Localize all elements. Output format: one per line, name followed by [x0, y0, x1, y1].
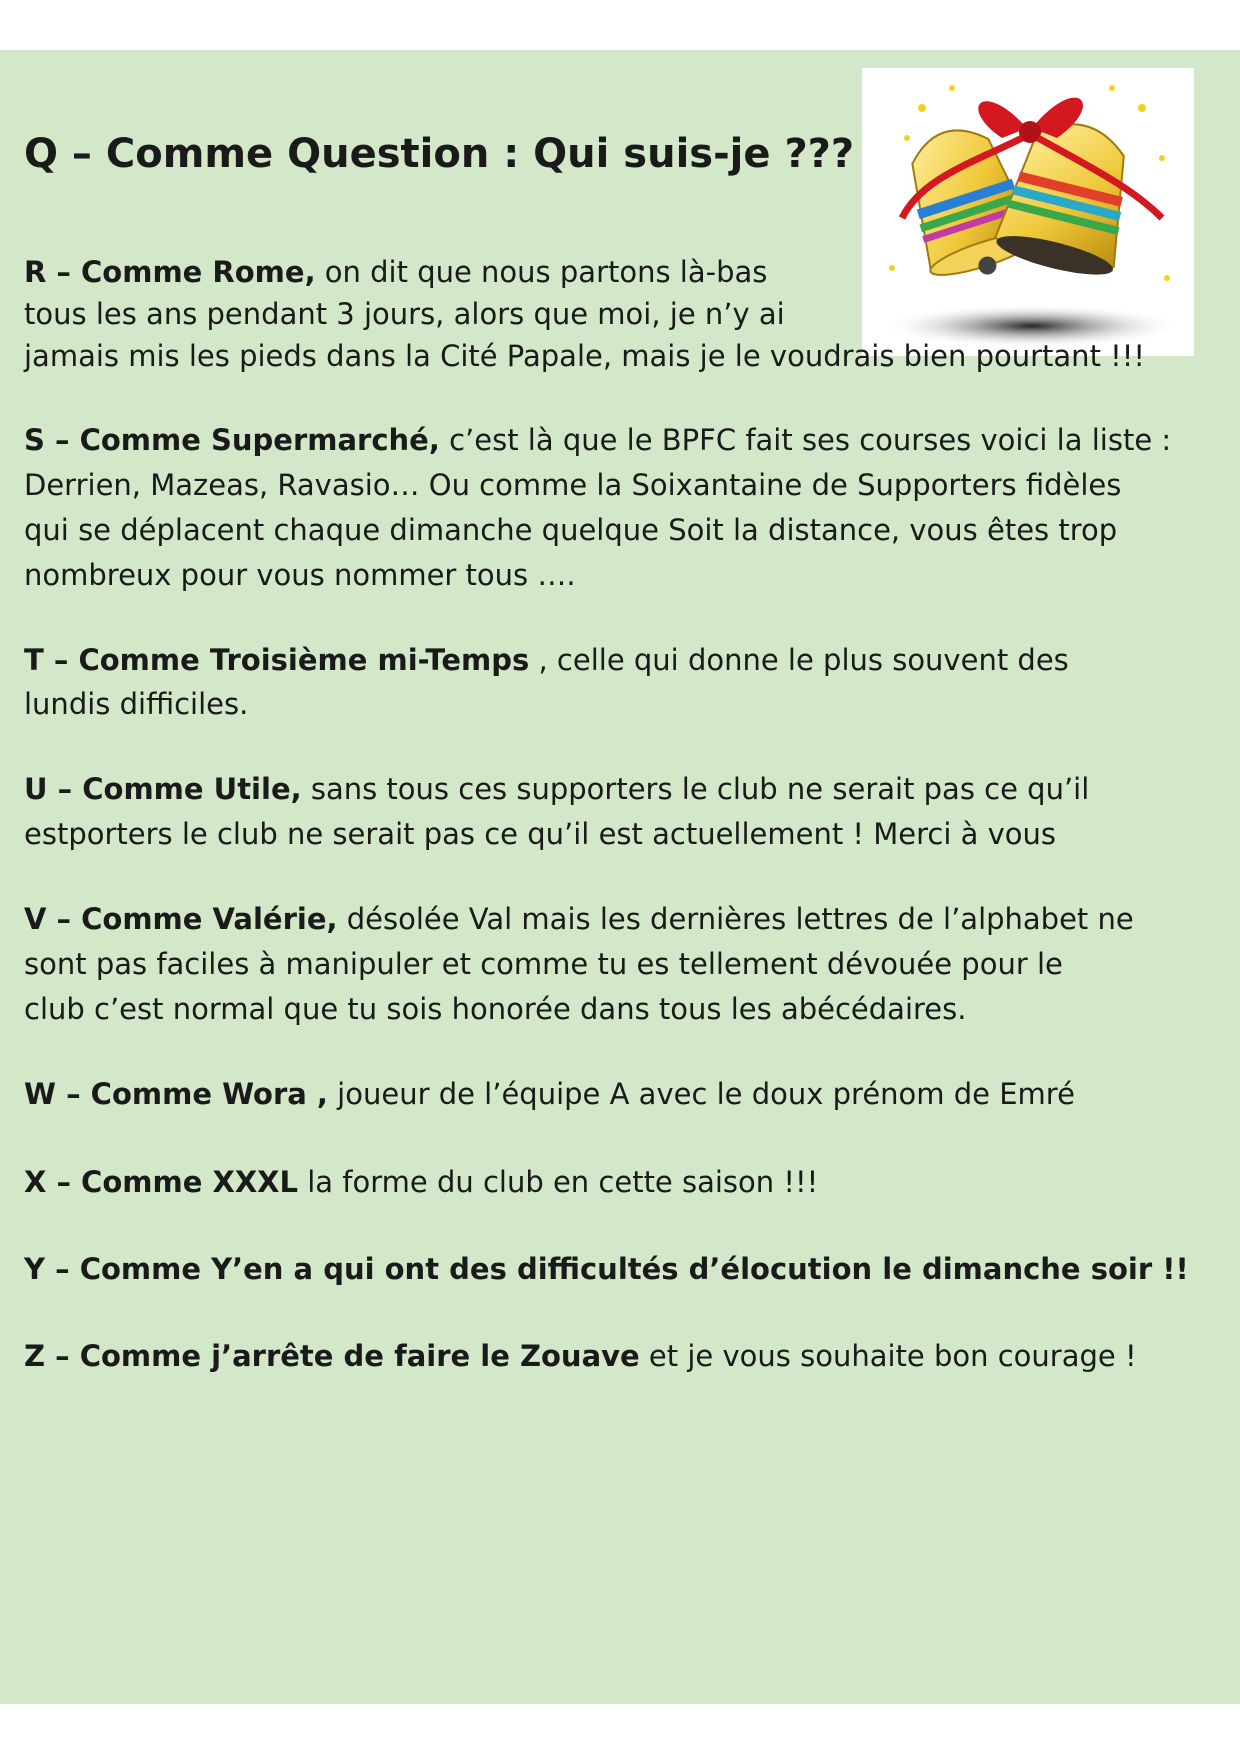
entry-w-text: joueur de l’équipe A avec le doux prénom de Emré: [327, 1077, 1075, 1111]
entry-r-line-2: tous les ans pendant 3 jours, alors que moi, je n’y ai: [24, 297, 785, 331]
entry-r-heading: R – Comme Rome,: [24, 255, 316, 289]
bells-icon: [862, 68, 1194, 356]
entry-w-line-1: [24, 1070, 1075, 1118]
page-title: Q – Comme Question : Qui suis-je ???: [24, 131, 855, 177]
entry-t-line-2: lundis difficiles.: [24, 687, 249, 721]
entry-t-heading: T – Comme Troisième mi-Temps: [24, 643, 530, 677]
entry-v-text: désolée Val mais les dernières lettres de l’alphabet ne: [337, 902, 1134, 936]
entry-u-heading: U – Comme Utile,: [24, 772, 302, 806]
entry-s-line-2: Derrien, Mazeas, Ravasio… Ou comme la Soixantaine de Supporters fidèles: [24, 468, 1122, 502]
entry-z-line-1: [24, 1332, 1137, 1380]
bells-image: [862, 68, 1194, 356]
entry-v-line-1: [24, 895, 1134, 943]
entry-v-line-3: club c’est normal que tu sois honorée dans tous les abécédaires.: [24, 992, 967, 1026]
entry-r-line-1: [24, 248, 767, 296]
entry-s-line-4: nombreux pour vous nommer tous ….: [24, 558, 576, 592]
entry-z-heading: Z – Comme j’arrête de faire le Zouave: [24, 1339, 640, 1373]
entry-w-heading: W – Comme Wora ,: [24, 1077, 328, 1111]
entry-t-text: , celle qui donne le plus souvent des: [529, 643, 1069, 677]
entry-r-line-3: jamais mis les pieds dans la Cité Papale, mais je le voudrais bien pourtant !!!: [24, 339, 1146, 373]
entry-s-heading: S – Comme Supermarché,: [24, 423, 440, 457]
entry-y-heading: Y – Comme Y’en a qui ont des difficultés d’élocution le dimanche soir !!: [24, 1252, 1189, 1286]
entry-x-heading: X – Comme XXXL: [24, 1165, 299, 1199]
entry-y-line-1: [24, 1245, 1189, 1293]
entry-x-line-1: [24, 1158, 818, 1206]
entry-u-text: sans tous ces supporters le club ne serait pas ce qu’il: [301, 772, 1090, 806]
entry-u-line-2: estporters le club ne serait pas ce qu’il est actuellement ! Merci à vous: [24, 817, 1057, 851]
entry-r-text: on dit que nous partons là-bas: [315, 255, 768, 289]
entry-z-text: et je vous souhaite bon courage !: [639, 1339, 1137, 1373]
entry-s-line-3: qui se déplacent chaque dimanche quelque Soit la distance, vous êtes trop: [24, 513, 1118, 547]
entry-t-line-1: [24, 636, 1069, 684]
entry-u-line-1: [24, 765, 1089, 813]
entry-s-text: c’est là que le BPFC fait ses courses voici la liste :: [439, 423, 1172, 457]
entry-s-line-1: [24, 416, 1171, 464]
entry-x-text: la forme du club en cette saison !!!: [298, 1165, 819, 1199]
entry-v-line-2: sont pas faciles à manipuler et comme tu es tellement dévouée pour le: [24, 947, 1063, 981]
entry-v-heading: V – Comme Valérie,: [24, 902, 338, 936]
